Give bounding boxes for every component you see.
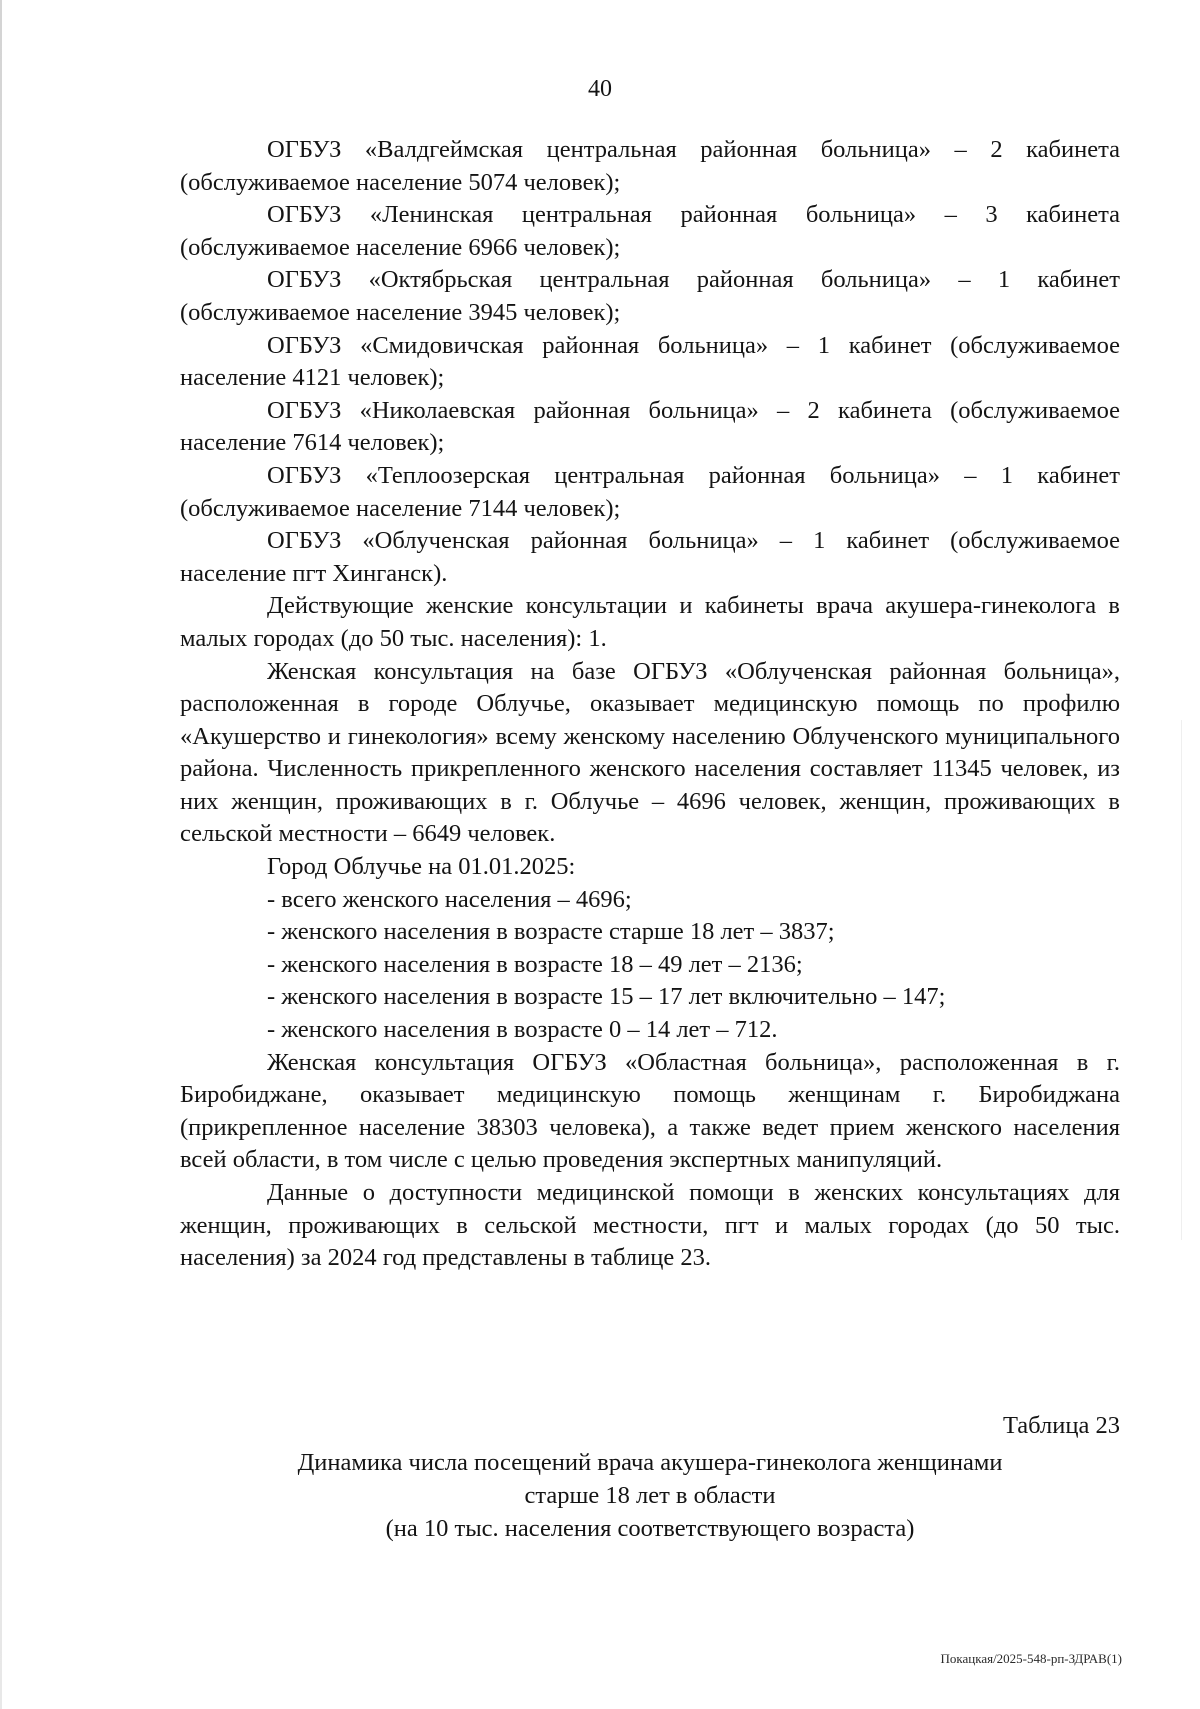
paragraph-leninsk: ОГБУЗ «Ленинская центральная районная больница» – 3 кабинета (обслуживаемое население 6966 человек); [180,201,1120,261]
paragraph-nikolaevka: ОГБУЗ «Николаевская районная больница» – 2 кабинета (обслуживаемое население 7614 человек); [180,396,1120,457]
table-label: Таблица 23 [1002,1412,1120,1439]
table-caption-line: (на 10 тыс. населения соответствующего возраста) [385,1515,915,1542]
paragraph-obluchye-consultation: Женская консультация на базе ОГБУЗ «Облученская районная больница», расположенная в городе Облучье, оказывает медицинскую помощь по профилю «Акушерство и гинекология» всему женскому населению Облученского муниципального района. Численность прикрепленного женского населения составляет 11345 человек, из них женщин, проживающих в г. Облучье – 4696 человек, женщин, проживающих в сельской местности – 6649 человек. [180,657,1120,848]
document-footer-code: Покацкая/2025-548-рп-ЗДРАВ(1) [940,1651,1122,1666]
document-body [180,134,1120,1275]
paragraph-small-towns: Действующие женские консультации и кабинеты врача акушера-гинеколога в малых городах (до 50 тыс. населения): 1. [180,592,1120,652]
scan-edge-left [0,0,2,1709]
list-item: - всего женского населения – 4696; [267,885,632,913]
list-item: - женского населения в возрасте 15 – 17 лет включительно – 147; [267,983,946,1011]
paragraph-regional-hospital: Женская консультация ОГБУЗ «Областная больница», расположенная в г. Биробиджане, оказывает медицинскую помощь женщинам г. Биробиджана (прикрепленное население 38303 человека), а также ведет прием женского населения всей области, в том числе с целью проведения экспертных манипуляций. [180,1048,1120,1174]
table-caption [180,1446,1120,1545]
list-item: - женского населения в возрасте 0 – 14 лет – 712. [267,1016,778,1044]
list-item: - женского населения в возрасте 18 – 49 лет – 2136; [267,950,803,978]
table-caption-line: Динамика числа посещений врача акушера-гинеколога женщинами [297,1449,1003,1476]
paragraph-oktyabrsk: ОГБУЗ «Октябрьская центральная районная больница» – 1 кабинет (обслуживаемое население 3945 человек); [180,266,1120,326]
table-caption-line: старше 18 лет в области [524,1482,776,1509]
list-item: - женского населения в возрасте старше 18 лет – 3837; [267,918,835,946]
paragraph-valdgeim: ОГБУЗ «Валдгеймская центральная районная больница» – 2 кабинета (обслуживаемое население 5074 человек); [180,136,1120,196]
paragraph-teplozersk: ОГБУЗ «Теплоозерская центральная районная больница» – 1 кабинет (обслуживаемое население 7144 человек); [180,461,1120,522]
paragraph-smidovich: ОГБУЗ «Смидовичская районная больница» – 1 кабинет (обслуживаемое население 4121 человек); [180,331,1120,392]
paragraph-table-reference: Данные о доступности медицинской помощи в женских консультациях для женщин, проживающих в сельской местности, пгт и малых городах (до 50 тыс. населения) за 2024 год представлены в таблице 23. [180,1179,1120,1272]
city-heading: Город Облучье на 01.01.2025: [267,853,576,881]
page-number: 40 [588,76,612,102]
paragraph-obluchye-hospital: ОГБУЗ «Облученская районная больница» – 1 кабинет (обслуживаемое население пгт Хинганск). [180,527,1120,587]
scan-edge-right [1181,720,1182,1240]
